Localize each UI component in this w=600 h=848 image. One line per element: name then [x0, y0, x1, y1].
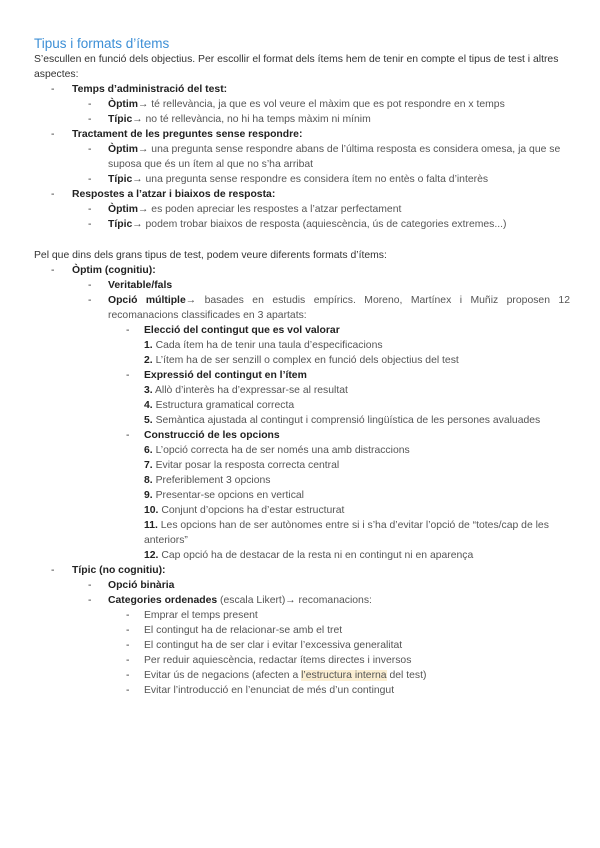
tipic-heading: - Típic (no cognitiu):	[51, 565, 166, 576]
format-opcio-multiple: - Opció múltiple→ basades en estudis empírics. Moreno, Martínex i Muñiz proposen 12 recomanacions classificades en 3 apartats:	[88, 295, 570, 321]
aspect-subitem: - Òptim→ una pregunta sense respondre abans de l’última resposta es considera omesa, ja que se suposa que és un ítem al que no s’ha arribat	[88, 144, 561, 170]
intro-paragraph: S’escullen en funció dels objectius. Per escollir el format dels ítems hem de tenir en compte el tipus de test i altres aspectes:	[34, 54, 559, 80]
recommendation-item: 10. Conjunt d’opcions ha d’estar estructurat	[144, 505, 345, 516]
recommendation-group: - Construcció de les opcions	[126, 430, 280, 441]
format-veritable-fals: - Veritable/fals	[88, 280, 173, 291]
recommendation-group: - Expressió del contingut en l’ítem	[126, 370, 307, 381]
recommendation-item: 9. Presentar-se opcions en vertical	[144, 490, 304, 501]
likert-recommendation: - Per reduir aquiescència, redactar ítems directes i inversos	[126, 655, 412, 666]
recommendation-item: 3. Allò d’interès ha d’expressar-se al resultat	[144, 385, 348, 396]
likert-recommendation: - El contingut ha de relacionar-se amb el tret	[126, 625, 343, 636]
recommendation-item: 8. Preferiblement 3 opcions	[144, 475, 271, 486]
aspects-list	[34, 82, 570, 232]
recommendation-item: 11. Les opcions han de ser autònomes entre si i s’ha d’evitar l’opció de “totes/cap de les anteriors”	[144, 520, 549, 546]
likert-recommendation: - Emprar el temps present	[126, 610, 258, 621]
recommendation-item: 12. Cap opció ha de destacar de la resta ni en contingut ni en aparença	[144, 550, 474, 561]
format-opcio-binaria: - Opció binària	[88, 580, 175, 591]
likert-recommendation: - Evitar ús de negacions (afecten a l’estructura interna del test)	[126, 670, 427, 681]
recommendation-item: 2. L’ítem ha de ser senzill o complex en funció dels objectius del test	[144, 355, 459, 366]
aspect-item: - Respostes a l’atzar i biaixos de resposta:	[51, 189, 276, 200]
optim-heading: - Òptim (cognitiu):	[51, 265, 156, 276]
format-categories-ordenades: - Categories ordenades (escala Likert)→ recomanacions:	[88, 595, 372, 606]
aspect-subitem: - Típic→ podem trobar biaixos de resposta (aquiescència, ús de categories extremes...)	[88, 219, 507, 230]
recommendation-group: - Elecció del contingut que es vol valorar	[126, 325, 340, 336]
recommendation-item: 1. Cada ítem ha de tenir una taula d’especificacions	[144, 340, 383, 351]
aspect-subitem: - Òptim→ té rellevància, ja que es vol veure el màxim que es pot respondre en x temps	[88, 99, 505, 110]
aspect-subitem: - Típic→ una pregunta sense respondre es considera ítem no entès o falta d’interès	[88, 174, 489, 185]
highlighted-text: l’estructura interna	[301, 670, 387, 681]
likert-recommendation: - El contingut ha de ser clar i evitar l’excessiva generalitat	[126, 640, 403, 651]
document-page	[34, 36, 570, 698]
recommendation-item: 6. L’opció correcta ha de ser només una amb distraccions	[144, 445, 410, 456]
aspect-item: - Temps d’administració del test:	[51, 84, 228, 95]
intro2-paragraph: Pel que dins dels grans tipus de test, podem veure diferents formats d’ítems:	[34, 250, 387, 261]
recommendation-item: 4. Estructura gramatical correcta	[144, 400, 295, 411]
section-title: Tipus i formats d’ítems	[34, 36, 170, 51]
recommendation-item: 5. Semàntica ajustada al contingut i comprensió lingüística de les persones avaluades	[144, 415, 541, 426]
likert-recommendation: - Evitar l’introducció en l’enunciat de més d’un contingut	[126, 685, 395, 696]
aspect-item: - Tractament de les preguntes sense respondre:	[51, 129, 303, 140]
aspect-subitem: - Típic→ no té rellevància, no hi ha temps màxim ni mínim	[88, 114, 371, 125]
recommendation-item: 7. Evitar posar la resposta correcta central	[144, 460, 340, 471]
aspect-subitem: - Òptim→ es poden apreciar les respostes a l’atzar perfectament	[88, 204, 402, 215]
